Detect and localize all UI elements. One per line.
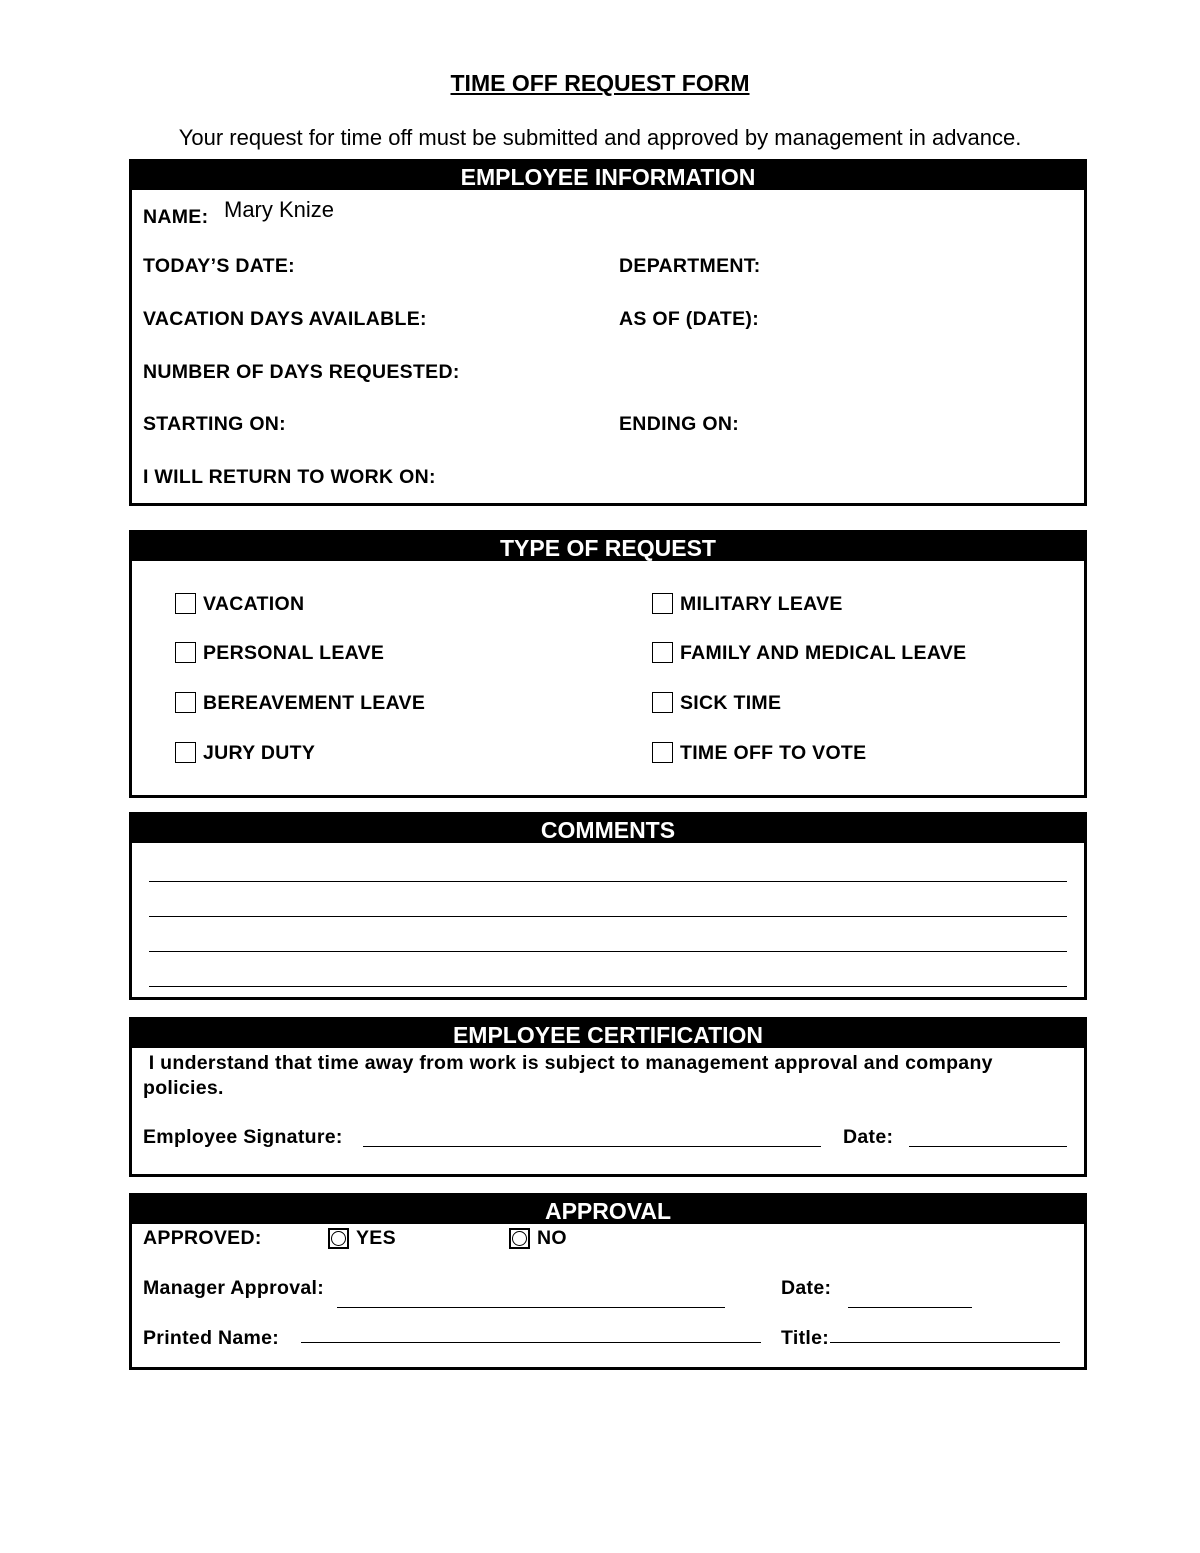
- sick-time-option-label: SICK TIME: [680, 692, 782, 714]
- bereavement-leave-checkbox[interactable]: [175, 692, 196, 713]
- family-medical-leave-checkbox[interactable]: [652, 642, 673, 663]
- comments-heading: COMMENTS: [132, 815, 1084, 843]
- employee-signature-field[interactable]: [363, 1146, 821, 1147]
- manager-approval-label: Manager Approval:: [143, 1277, 324, 1299]
- approved-yes-radio[interactable]: [328, 1228, 349, 1249]
- todays-date-label: TODAY’S DATE:: [143, 255, 295, 277]
- employee-certification-heading: EMPLOYEE CERTIFICATION: [132, 1020, 1084, 1048]
- time-off-to-vote-option-label: TIME OFF TO VOTE: [680, 742, 867, 764]
- personal-leave-option-label: PERSONAL LEAVE: [203, 642, 385, 664]
- name-label: NAME:: [143, 206, 209, 228]
- title-field[interactable]: [830, 1342, 1060, 1343]
- employee-information-heading: EMPLOYEE INFORMATION: [132, 162, 1084, 190]
- approval-date-field[interactable]: [848, 1307, 972, 1308]
- ending-on-label: ENDING ON:: [619, 413, 739, 435]
- approved-no-label: NO: [537, 1227, 567, 1249]
- bereavement-leave-option-label: BEREAVEMENT LEAVE: [203, 692, 426, 714]
- military-leave-option-label: MILITARY LEAVE: [680, 593, 843, 615]
- manager-approval-signature-field[interactable]: [337, 1307, 725, 1308]
- comment-line[interactable]: [149, 916, 1067, 917]
- starting-on-label: STARTING ON:: [143, 413, 286, 435]
- title-label: Title:: [781, 1327, 830, 1349]
- employee-signature-label: Employee Signature:: [143, 1126, 343, 1148]
- comment-line[interactable]: [149, 986, 1067, 987]
- approved-label: APPROVED:: [143, 1227, 262, 1249]
- return-to-work-label: I WILL RETURN TO WORK ON:: [143, 466, 436, 488]
- military-leave-checkbox[interactable]: [652, 593, 673, 614]
- approval-heading: APPROVAL: [132, 1196, 1084, 1224]
- certification-date-field[interactable]: [909, 1146, 1067, 1147]
- form-instructions: Your request for time off must be submitted and approved by management in advance.: [178, 125, 1022, 150]
- approval-section: [129, 1193, 1087, 1370]
- type-of-request-heading: TYPE OF REQUEST: [132, 533, 1084, 561]
- department-label: DEPARTMENT:: [619, 255, 761, 277]
- approval-date-label: Date:: [781, 1277, 832, 1299]
- comment-line[interactable]: [149, 951, 1067, 952]
- approved-yes-label: YES: [356, 1227, 396, 1249]
- employee-information-section: [129, 159, 1087, 506]
- vacation-option-label: VACATION: [203, 593, 305, 615]
- time-off-to-vote-checkbox[interactable]: [652, 742, 673, 763]
- form-title: TIME OFF REQUEST FORM: [450, 70, 750, 96]
- days-requested-label: NUMBER OF DAYS REQUESTED:: [143, 361, 460, 383]
- vacation-checkbox[interactable]: [175, 593, 196, 614]
- jury-duty-checkbox[interactable]: [175, 742, 196, 763]
- certification-statement-line1: I understand that time away from work is subject to management approval and company: [143, 1052, 993, 1074]
- comments-section: [129, 812, 1087, 1000]
- approved-no-radio[interactable]: [509, 1228, 530, 1249]
- sick-time-checkbox[interactable]: [652, 692, 673, 713]
- name-value[interactable]: Mary Knize: [224, 197, 335, 222]
- employee-certification-section: [129, 1017, 1087, 1177]
- comment-line[interactable]: [149, 881, 1067, 882]
- family-medical-leave-option-label: FAMILY AND MEDICAL LEAVE: [680, 642, 967, 664]
- vacation-days-available-label: VACATION DAYS AVAILABLE:: [143, 308, 427, 330]
- jury-duty-option-label: JURY DUTY: [203, 742, 316, 764]
- personal-leave-checkbox[interactable]: [175, 642, 196, 663]
- certification-statement-line2: policies.: [143, 1077, 224, 1099]
- certification-date-label: Date:: [843, 1126, 894, 1148]
- printed-name-field[interactable]: [301, 1342, 761, 1343]
- type-of-request-section: [129, 530, 1087, 798]
- as-of-date-label: AS OF (DATE):: [619, 308, 760, 330]
- printed-name-label: Printed Name:: [143, 1327, 280, 1349]
